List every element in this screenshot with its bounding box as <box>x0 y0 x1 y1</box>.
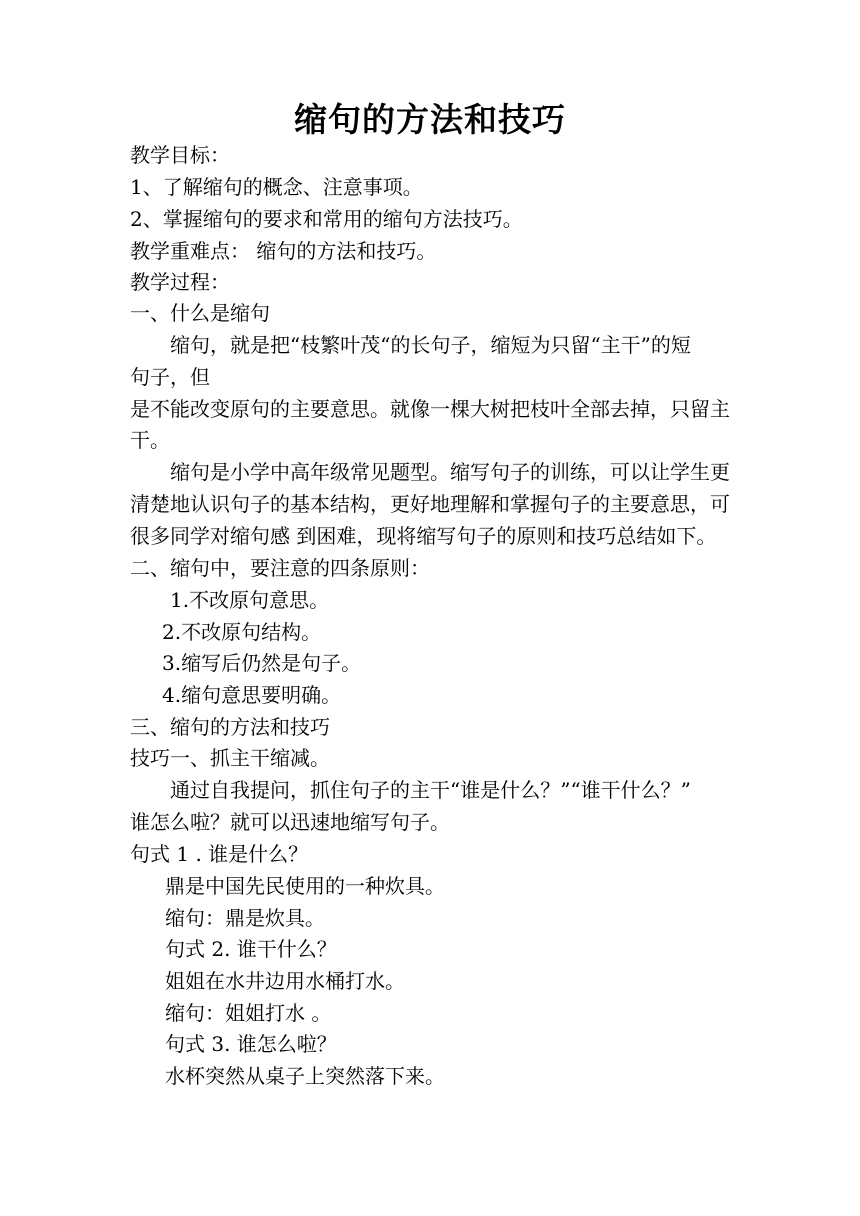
text-line: 一、什么是缩句 <box>130 301 270 325</box>
text-line: 句式 3. 谁怎么啦？ <box>165 1032 337 1056</box>
text-line: 姐姐在水井边用水桶打水。 <box>165 969 405 993</box>
text-line: 缩句：姐姐打水 。 <box>165 1001 332 1025</box>
text-line: 很多同学对缩句感 到困难，现将缩写句子的原则和技巧总结如下。 <box>130 524 717 548</box>
text-line: 二、缩句中，要注意的四条原则： <box>130 556 430 580</box>
text-line: 鼎是中国先民使用的一种炊具。 <box>165 874 445 898</box>
text-line: 句子，但 <box>130 365 210 389</box>
text-line: 句式 1 . 谁是什么？ <box>130 842 309 866</box>
text-line: 句式 2. 谁干什么？ <box>165 937 337 961</box>
text-line: 1.不改原句意思。 <box>170 588 330 612</box>
text-line: 缩句：鼎是炊具。 <box>165 906 325 930</box>
text-line: 技巧一、抓主干缩减。 <box>130 746 330 770</box>
text-line: 缩句是小学中高年级常见题型。缩写句子的训练，可以让学生更 <box>170 460 730 484</box>
text-line: 教学目标： <box>130 143 230 167</box>
text-line: 是不能改变原句的主要意思。就像一棵大树把枝叶全部去掉，只留主 <box>130 397 730 421</box>
text-line: 3.缩写后仍然是句子。 <box>162 651 362 675</box>
text-line: 教学过程： <box>130 270 230 294</box>
text-line: 干。 <box>130 428 170 452</box>
text-line: 2.不改原句结构。 <box>162 620 322 644</box>
text-line: 1、了解缩句的概念、注意事项。 <box>130 175 423 199</box>
text-line: 缩句，就是把“枝繁叶茂“的长句子，缩短为只留“主干”的短 <box>170 333 691 357</box>
text-line: 教学重难点： 缩句的方法和技巧。 <box>130 239 437 263</box>
text-line: 2、掌握缩句的要求和常用的缩句方法技巧。 <box>130 207 523 231</box>
text-line: 清楚地认识句子的基本结构，更好地理解和掌握句子的主要意思，可 <box>130 492 730 516</box>
text-line: 谁怎么啦？就可以迅速地缩写句子。 <box>130 810 450 834</box>
text-line: 4.缩句意思要明确。 <box>162 683 342 707</box>
text-line: 通过自我提问，抓住句子的主干“谁是什么？”“谁干什么？” <box>170 778 691 802</box>
document-title: 缩句的方法和技巧 <box>294 100 566 139</box>
text-line: 三、缩句的方法和技巧 <box>130 715 330 739</box>
text-line: 水杯突然从桌子上突然落下来。 <box>165 1064 445 1088</box>
